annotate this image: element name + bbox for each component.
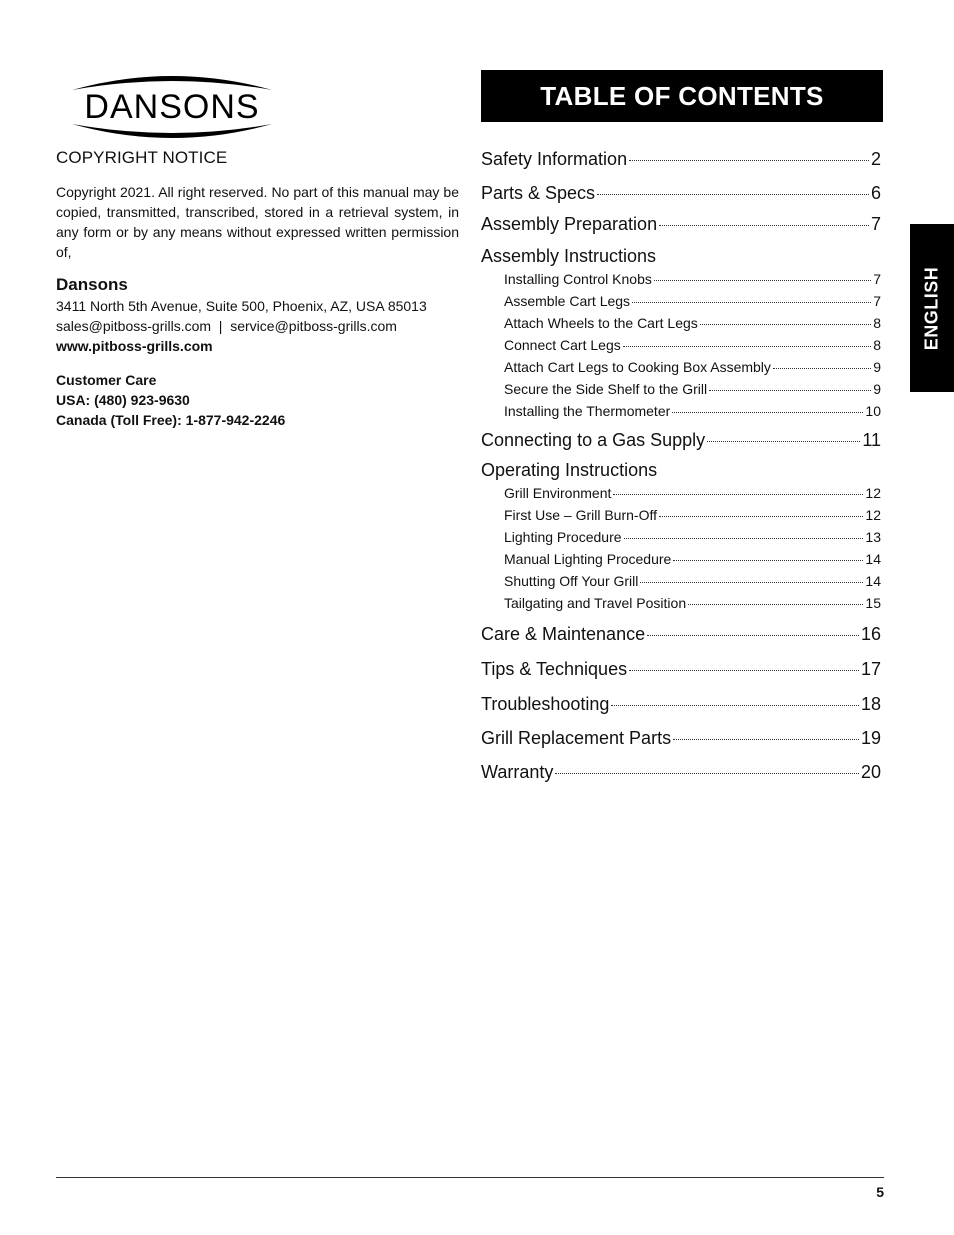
- toc-subentry-label: Installing Control Knobs: [504, 271, 652, 287]
- toc-entry-page: 18: [860, 694, 881, 714]
- toc-subentry-label: Connect Cart Legs: [504, 337, 621, 353]
- leader-dots: [629, 670, 859, 671]
- leader-dots: [688, 604, 863, 605]
- toc-entry-label: Parts & Specs: [481, 183, 596, 203]
- leader-dots: [709, 390, 871, 391]
- toc-subentry[interactable]: [481, 570, 881, 592]
- leader-dots: [623, 346, 871, 347]
- toc-subentry-label: Installing the Thermometer: [504, 403, 671, 419]
- page-number: 5: [876, 1184, 884, 1200]
- toc-subentry[interactable]: [481, 592, 881, 614]
- toc-subentry-label: Assemble Cart Legs: [504, 293, 631, 309]
- toc-entry[interactable]: [481, 182, 881, 205]
- customer-care-block: [56, 370, 459, 430]
- leader-dots: [597, 194, 869, 195]
- logo-graphic: [54, 68, 290, 144]
- toc-entry-label: Troubleshooting: [481, 694, 610, 714]
- toc-subentry[interactable]: [481, 400, 881, 422]
- leader-dots: [673, 739, 859, 740]
- toc-subentry[interactable]: [481, 548, 881, 570]
- leader-dots: [624, 538, 864, 539]
- toc-entry-page: 11: [862, 430, 881, 450]
- toc-subentry[interactable]: [481, 504, 881, 526]
- toc-entry-label: Tips & Techniques: [481, 659, 628, 679]
- leader-dots: [654, 280, 871, 281]
- toc-subentry-page: 13: [865, 529, 881, 545]
- toc-title: TABLE OF CONTENTS: [481, 70, 883, 122]
- toc-subentry-label: Shutting Off Your Grill: [504, 573, 639, 589]
- company-address: 3411 North 5th Avenue, Suite 500, Phoenix, AZ, USA 85013: [56, 298, 427, 314]
- toc-subentry-page: 14: [865, 551, 881, 567]
- toc-subentry-label: Grill Environment: [504, 485, 612, 501]
- toc-subentry-label: Manual Lighting Procedure: [504, 551, 672, 567]
- toc-subentry[interactable]: [481, 268, 881, 290]
- toc-entry-label: Warranty: [481, 762, 554, 782]
- toc-subentry-label: Tailgating and Travel Position: [504, 595, 687, 611]
- toc-subentry-page: 10: [865, 403, 881, 419]
- customer-care-canada: Canada (Toll Free): 1-877-942-2246: [56, 412, 286, 428]
- toc-subentry[interactable]: [481, 356, 881, 378]
- toc-entry-page: 6: [870, 183, 881, 203]
- table-of-contents: [481, 148, 881, 784]
- leader-dots: [707, 441, 860, 442]
- toc-section-heading[interactable]: Assembly Instructions: [481, 246, 657, 266]
- toc-entry[interactable]: [481, 658, 881, 681]
- toc-entry[interactable]: [481, 727, 881, 750]
- leader-dots: [632, 302, 871, 303]
- toc-subentry-label: Lighting Procedure: [504, 529, 622, 545]
- toc-subentry[interactable]: [481, 290, 881, 312]
- toc-subentry-label: Attach Cart Legs to Cooking Box Assembly: [504, 359, 771, 375]
- toc-entry-label: Connecting to a Gas Supply: [481, 430, 706, 450]
- toc-entry[interactable]: [481, 213, 881, 236]
- toc-subentry-page: 14: [865, 573, 881, 589]
- leader-dots: [773, 368, 871, 369]
- toc-subentry-page: 12: [865, 485, 881, 501]
- logo-text: DANSONS: [84, 88, 260, 126]
- toc-entry[interactable]: [481, 148, 881, 171]
- toc-subentry[interactable]: [481, 526, 881, 548]
- toc-subentry-page: 9: [873, 359, 881, 375]
- leader-dots: [629, 160, 869, 161]
- leader-dots: [659, 516, 863, 517]
- leader-dots: [613, 494, 863, 495]
- toc-subentry-page: 8: [873, 315, 881, 331]
- footer-divider: [56, 1177, 884, 1178]
- leader-dots: [647, 635, 859, 636]
- copyright-heading: COPYRIGHT NOTICE: [56, 148, 228, 167]
- toc-entry[interactable]: [481, 429, 881, 452]
- toc-subentry[interactable]: [481, 378, 881, 400]
- toc-subentry[interactable]: [481, 482, 881, 504]
- toc-subentry-page: 12: [865, 507, 881, 523]
- toc-subentry-page: 8: [873, 337, 881, 353]
- toc-entry[interactable]: [481, 693, 881, 716]
- dansons-logo: [54, 68, 290, 144]
- toc-subentry-label: First Use – Grill Burn-Off: [504, 507, 657, 523]
- toc-entry-label: Care & Maintenance: [481, 624, 646, 644]
- language-tab: [910, 224, 954, 392]
- company-emails: sales@pitboss-grills.com | service@pitboss-grills.com: [56, 318, 397, 334]
- left-column: [56, 148, 459, 430]
- toc-subentry-label: Attach Wheels to the Cart Legs: [504, 315, 698, 331]
- toc-entry-label: Grill Replacement Parts: [481, 728, 672, 748]
- leader-dots: [700, 324, 871, 325]
- toc-entry-page: 7: [870, 214, 881, 234]
- leader-dots: [611, 705, 859, 706]
- toc-entry-page: 16: [860, 624, 881, 644]
- customer-care-title: Customer Care: [56, 372, 157, 388]
- company-name: Dansons: [56, 275, 128, 294]
- toc-subentry-page: 15: [865, 595, 881, 611]
- toc-entry[interactable]: [481, 623, 881, 646]
- toc-subentry-page: 7: [873, 271, 881, 287]
- leader-dots: [555, 773, 859, 774]
- leader-dots: [640, 582, 863, 583]
- company-website[interactable]: www.pitboss-grills.com: [56, 338, 213, 354]
- toc-subentry-page: 7: [873, 293, 881, 309]
- language-tab-label: ENGLISH: [921, 266, 942, 350]
- toc-section-heading[interactable]: Operating Instructions: [481, 460, 658, 480]
- leader-dots: [672, 412, 863, 413]
- toc-entry[interactable]: [481, 761, 881, 784]
- toc-entry-label: Safety Information: [481, 149, 628, 169]
- toc-entry-label: Assembly Preparation: [481, 214, 658, 234]
- toc-subentry-label: Secure the Side Shelf to the Grill: [504, 381, 708, 397]
- toc-entry-page: 20: [860, 762, 881, 782]
- leader-dots: [673, 560, 863, 561]
- toc-entry-page: 2: [870, 149, 881, 169]
- toc-entry-page: 19: [860, 728, 881, 748]
- toc-subentry[interactable]: [481, 334, 881, 356]
- toc-entry-page: 17: [860, 659, 881, 679]
- copyright-body: Copyright 2021. All right reserved. No part of this manual may be copied, transmitted, transcribed, stored in a retrieval system, in any form or by any means without expressed written permission of,: [56, 184, 459, 260]
- toc-subentry-page: 9: [873, 381, 881, 397]
- leader-dots: [659, 225, 869, 226]
- customer-care-usa: USA: (480) 923-9630: [56, 392, 190, 408]
- toc-subentry[interactable]: [481, 312, 881, 334]
